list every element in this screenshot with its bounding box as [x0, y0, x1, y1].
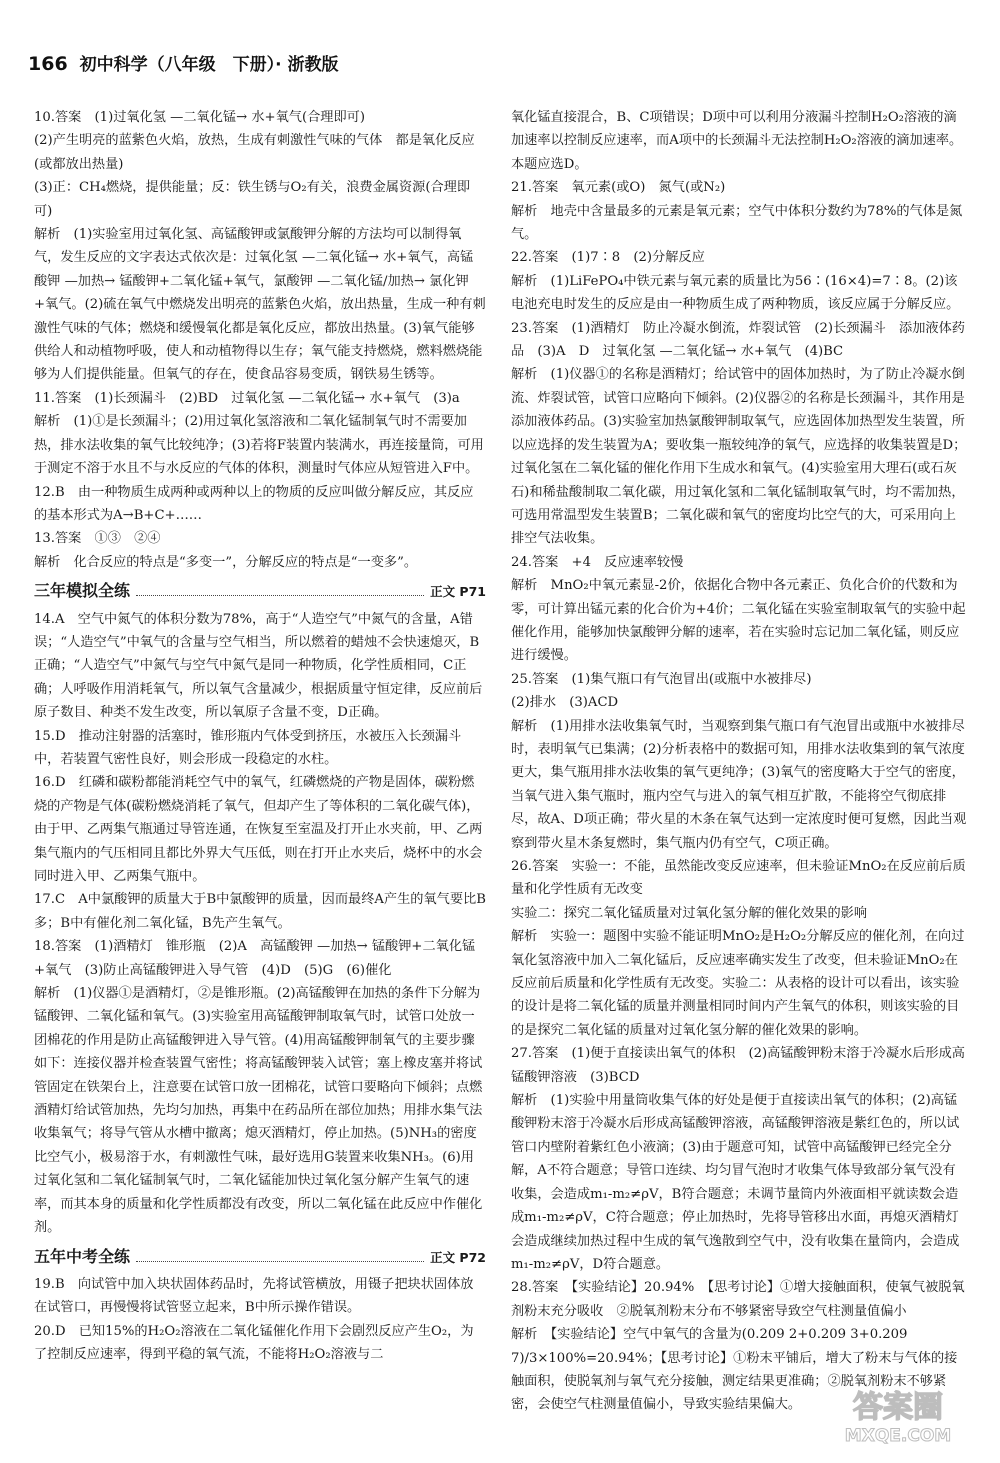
- answer-paragraph: 24.答案 +4 反应速率较慢: [511, 554, 684, 570]
- answer-paragraph: 解析 (1)仪器①的名称是酒精灯；给试管中的固体加热时，为了防止冷凝水倒流、炸裂试管，试管口应略向下倾斜。(2)仪器②的名称是长颈漏斗，其作用是添加液体药品。(3)实验室加热氯酸钾制取氧气，应选固体加热型发生装置，所以应选择的发生装置为A；要收集一瓶较纯净的氧气，应选择的收集装置是D；过氧化氢在二氧化锰的催化作用下生成水和氧气。(4)实验室用大理石(或石灰石)和稀盐酸制取二氧化碳，用过氧化氢和二氧化锰制取氧气时，均不需加热，可选用常温型发生装置B；二氧化碳和氧气的密度均比空气的大，可采用向上排空气法收集。: [511, 367, 967, 547]
- answer-paragraph: 25.答案 (1)集气瓶口有气泡冒出(或瓶中水被排尽): [511, 671, 812, 687]
- answer-paragraph: (2)产生明亮的蓝紫色火焰，放热，生成有刺激性气味的气体 都是氧化反应(或都放出热量): [34, 133, 475, 172]
- watermark-logo: [814, 1379, 982, 1449]
- answer-paragraph: 10.答案 (1)过氧化氢 —二氧化锰→ 水+氧气(合理即可): [34, 110, 365, 125]
- answer-paragraph: 解析 (1)LiFePO₄中铁元素与氧元素的质量比为56∶(16×4)=7∶8。(2)该电池充电时发生的反应是由一种物质生成了两种物质，该反应属于分解反应。: [511, 273, 960, 313]
- right-column: [511, 106, 967, 1417]
- answer-paragraph: 15.D 推动注射器的活塞时，锥形瓶内气体受到挤压，水被压入长颈漏斗中，若装置气密性良好，则会形成一段稳定的水柱。: [34, 728, 462, 767]
- answer-paragraph: 16.D 红磷和碳粉都能消耗空气中的氧气，红磷燃烧的产物是固体，碳粉燃烧的产物是气体(碳粉燃烧消耗了氧气，但却产生了等体积的二氧化碳气体)，由于甲、乙两集气瓶通过导管连通，在恢复至室温及打开止水夹前，甲、乙两集气瓶内的气压相同且都比外界大气压低，则在打开止水夹后，烧杯中的水会同时进入甲、乙两集气瓶中。: [34, 775, 483, 884]
- answer-paragraph: 解析 化合反应的特点是“多变一”，分解反应的特点是“一变多”。: [34, 554, 418, 570]
- section-page-ref: 正文 P71: [430, 584, 486, 600]
- answer-paragraph: 21.答案 氧元素(或O) 氮气(或N₂): [511, 180, 726, 196]
- answer-paragraph: 解析 (1)实验室用过氧化氢、高锰酸钾或氯酸钾分解的方法均可以制得氧气，发生反应的文字表达式依次是：过氧化氢 —二氧化锰→ 水+氧气，高锰酸钾 —加热→ 锰酸钾+二氧化锰+氧气，氯酸钾 —二氧化锰/加热→ 氯化钾+氧气。(2)硫在氧气中燃烧发出明亮的蓝紫色火焰，放出热量，生成一种有刺激性气味的气体；燃烧和缓慢氧化都是氧化反应，都放出热量。(3)氧气能够供给人和动植物呼吸，使人和动植物得以生存；氧气能支持燃烧，燃料燃烧能够为人们提供能量。但氧气的存在，使食品容易变质，钢铁易生锈等。: [34, 227, 486, 383]
- section-page-ref: 正文 P72: [430, 1249, 486, 1265]
- answer-paragraph: 26.答案 实验一：不能，虽然能改变反应速率，但未验证MnO₂在反应前后质量和化学性质有无改变: [511, 859, 966, 898]
- answer-paragraph: 23.答案 (1)酒精灯 防止冷凝水倒流，炸裂试管 (2)长颈漏斗 添加液体药品 (3)A D 过氧化氢 —二氧化锰→ 水+氧气 (4)BC: [511, 320, 965, 360]
- section-divider: [136, 595, 424, 596]
- answer-paragraph: 14.A 空气中氮气的体积分数为78%，高于“人造空气”中氮气的含量，A错误；“人造空气”中氧气的含量与空气相当，所以燃着的蜡烛不会快速熄灭，B正确；“人造空气”中氮气与空气中氮气是同一种物质，化学性质相同，C正确；人呼吸作用消耗氧气，所以氧气含量减少，根据质量守恒定律，反应前后原子数目、种类不发生改变，所以氧原子含量不变，D正确。: [34, 611, 483, 721]
- answer-paragraph: 20.D 已知15%的H₂O₂溶液在二氧化锰催化作用下会剧烈反应产生O₂，为了控制反应速率，得到平稳的氧气流，不能将H₂O₂溶液与二: [34, 1323, 474, 1363]
- answer-paragraph: 28.答案 【实验结论】20.94% 【思考讨论】①增大接触面积，使氧气被脱氧剂粉末充分吸收 ②脱氧剂粉末分布不够紧密导致空气柱测量值偏小: [511, 1280, 965, 1319]
- answer-paragraph: 解析 MnO₂中氧元素显-2价，依据化合物中各元素正、负化合价的代数和为零，可计算出锰元素的化合价为+4价；二氧化锰在实验室制取氧气的实验中起催化作用，能够加快氯酸钾分解的速率，若在实验时忘记加二氧化锰，则反应进行缓慢。: [511, 578, 966, 664]
- answer-paragraph: 11.答案 (1)长颈漏斗 (2)BD 过氧化氢 —二氧化锰→ 水+氧气 (3)a: [34, 390, 460, 406]
- book-title: 初中科学（八年级 下册）· 浙教版: [79, 55, 339, 75]
- page-header: [28, 50, 338, 75]
- answer-paragraph: (2)排水 (3)ACD: [511, 695, 619, 711]
- section-title: 三年模拟全练: [34, 581, 131, 601]
- answer-paragraph: 解析 实验一：题图中实验不能证明MnO₂是H₂O₂分解反应的催化剂，在向过氧化氢溶液中加入二氧化锰后，反应速率确实发生了改变，但未验证MnO₂在反应前后质量和化学性质有无改变。实验二：从表格的设计可以看出，该实验的设计是将二氧化锰的质量并测量相同时间内产生氧气的体积，则该实验的目的是探究二氧化锰的质量对过氧化氢分解的催化效果的影响。: [511, 929, 965, 1038]
- answer-paragraph: 氧化锰直接混合，B、C项错误；D项中可以利用分液漏斗控制H₂O₂溶液的滴加速率以控制反应速率，而A项中的长颈漏斗无法控制H₂O₂溶液的滴加速率。本题应选D。: [511, 110, 963, 172]
- left-column: [34, 106, 486, 1367]
- answer-paragraph: 解析 (1)①是长颈漏斗；(2)用过氧化氢溶液和二氧化锰制氧气时不需要加热，排水法收集的氧气比较纯净；(3)若将F装置内装满水，再连接量筒，可用于测定不溶于水且不与水反应的气体的体积，测量时气体应从短管进入F中。: [34, 414, 484, 477]
- answer-paragraph: 17.C A中氯酸钾的质量大于B中氯酸钾的质量，因而最终A产生的氧气要比B多；B中有催化剂二氧化锰，B先产生氧气。: [34, 892, 486, 931]
- answer-paragraph: 解析 (1)实验中用量筒收集气体的好处是便于直接读出氧气的体积；(2)高锰酸钾粉末溶于冷凝水后形成高锰酸钾溶液，高锰酸钾溶液是紫红色的，所以试管口内壁附着紫红色小液滴；(3)由于题意可知，试管中高锰酸钾已经完全分解，A不符合题意；导管口连续、均匀冒气泡时才收集气体导致部分氧气没有收集，会造成m₁-m₂≠ρV，B符合题意；未调节量筒内外液面相平就读数会造成m₁-m₂≠ρV，C符合题意；停止加热时，先将导管移出水面，再熄灭酒精灯会造成继续加热过程中生成的氧气逸散到空气中，没有收集在量筒内，会造成m₁-m₂≠ρV，D符合题意。: [511, 1093, 960, 1272]
- answer-paragraph: 解析 【实验结论】空气中氧气的含量为(0.209 2+0.209 3+0.209 7)/3×100%=20.94%；【思考讨论】①粉末平铺后，增大了粉末与气体的接触面积，使脱氧剂与氧气充分接触，测定结果更准确；②脱氧剂粉末不够紧密，会使空气柱测量值偏小，导致实验结果偏大。: [511, 1327, 958, 1413]
- page-number: 166: [28, 53, 68, 75]
- answer-paragraph: 12.B 由一种物质生成两种或两种以上的物质的反应叫做分解反应，其反应的基本形式为A→B+C+……: [34, 484, 474, 523]
- svg-text:MXQE.COM: MXQE.COM: [844, 1426, 952, 1446]
- section-heading: [34, 579, 486, 603]
- answer-paragraph: 实验二：探究二氧化锰质量对过氧化氢分解的催化效果的影响: [511, 905, 868, 921]
- section-divider: [136, 1261, 424, 1262]
- answer-paragraph: 解析 地壳中含量最多的元素是氧元素；空气中体积分数约为78%的气体是氮气。: [511, 203, 963, 243]
- section-heading: [34, 1245, 486, 1269]
- answer-paragraph: 13.答案 ①③ ②④: [34, 531, 161, 547]
- answer-paragraph: 19.B 向试管中加入块状固体药品时，先将试管横放，用镊子把块状固体放在试管口，再慢慢将试管竖立起来，B中所示操作错误。: [34, 1276, 474, 1316]
- answer-paragraph: 18.答案 (1)酒精灯 锥形瓶 (2)A 高锰酸钾 —加热→ 锰酸钾+二氧化锰+氧气 (3)防止高锰酸钾进入导气管 (4)D (5)G (6)催化: [34, 939, 476, 978]
- answer-paragraph: 27.答案 (1)便于直接读出氧气的体积 (2)高锰酸钾粉末溶于冷凝水后形成高锰酸钾溶液 (3)BCD: [511, 1046, 965, 1085]
- answer-paragraph: (3)正：CH₄燃烧，提供能量；反：铁生锈与O₂有关，浪费金属资源(合理即可): [34, 180, 471, 219]
- answer-paragraph: 解析 (1)仪器①是酒精灯，②是锥形瓶。(2)高锰酸钾在加热的条件下分解为锰酸钾、二氧化锰和氧气。(3)实验室用高锰酸钾制取氧气时，试管口处放一团棉花的作用是防止高锰酸钾进入导气管。(4)用高锰酸钾制氧气的主要步骤如下：连接仪器并检查装置气密性；将高锰酸钾装入试管；塞上橡皮塞并将试管固定在铁架台上，注意要在试管口放一团棉花，试管口要略向下倾斜；点燃酒精灯给试管加热，先均匀加热，再集中在药品所在部位加热；用排水集气法收集氧气；将导气管从水槽中撤离；熄灭酒精灯，停止加热。(5)NH₃的密度比空气小，极易溶于水，有刺激性气味，最好选用G装置来收集NH₃。(6)用过氧化氢和二氧化锰制氧气时，二氧化锰能加快过氧化氢分解产生氧气的速率，而其本身的质量和化学性质都没有改变，所以二氧化锰在此反应中作催化剂。: [34, 986, 483, 1236]
- answer-paragraph: 解析 (1)用排水法收集氧气时，当观察到集气瓶口有气泡冒出或瓶中水被排尽时，表明氧气已集满；(2)分析表格中的数据可知，用排水法收集到的氧气浓度更大，集气瓶用排水法收集的氧气更纯净；(3)氧气的密度略大于空气的密度，当氧气进入集气瓶时，瓶内空气与进入的氧气相互扩散，不能将空气彻底排尽，故A、D项正确；带火星的木条在氧气达到一定浓度时便可复燃，因此当观察到带火星木条复燃时，集气瓶内仍有空气，C项正确。: [511, 718, 967, 851]
- answer-paragraph: 22.答案 (1)7∶8 (2)分解反应: [511, 250, 705, 266]
- svg-text:答案圈: 答案圈: [853, 1390, 943, 1425]
- section-title: 五年中考全练: [34, 1246, 131, 1266]
